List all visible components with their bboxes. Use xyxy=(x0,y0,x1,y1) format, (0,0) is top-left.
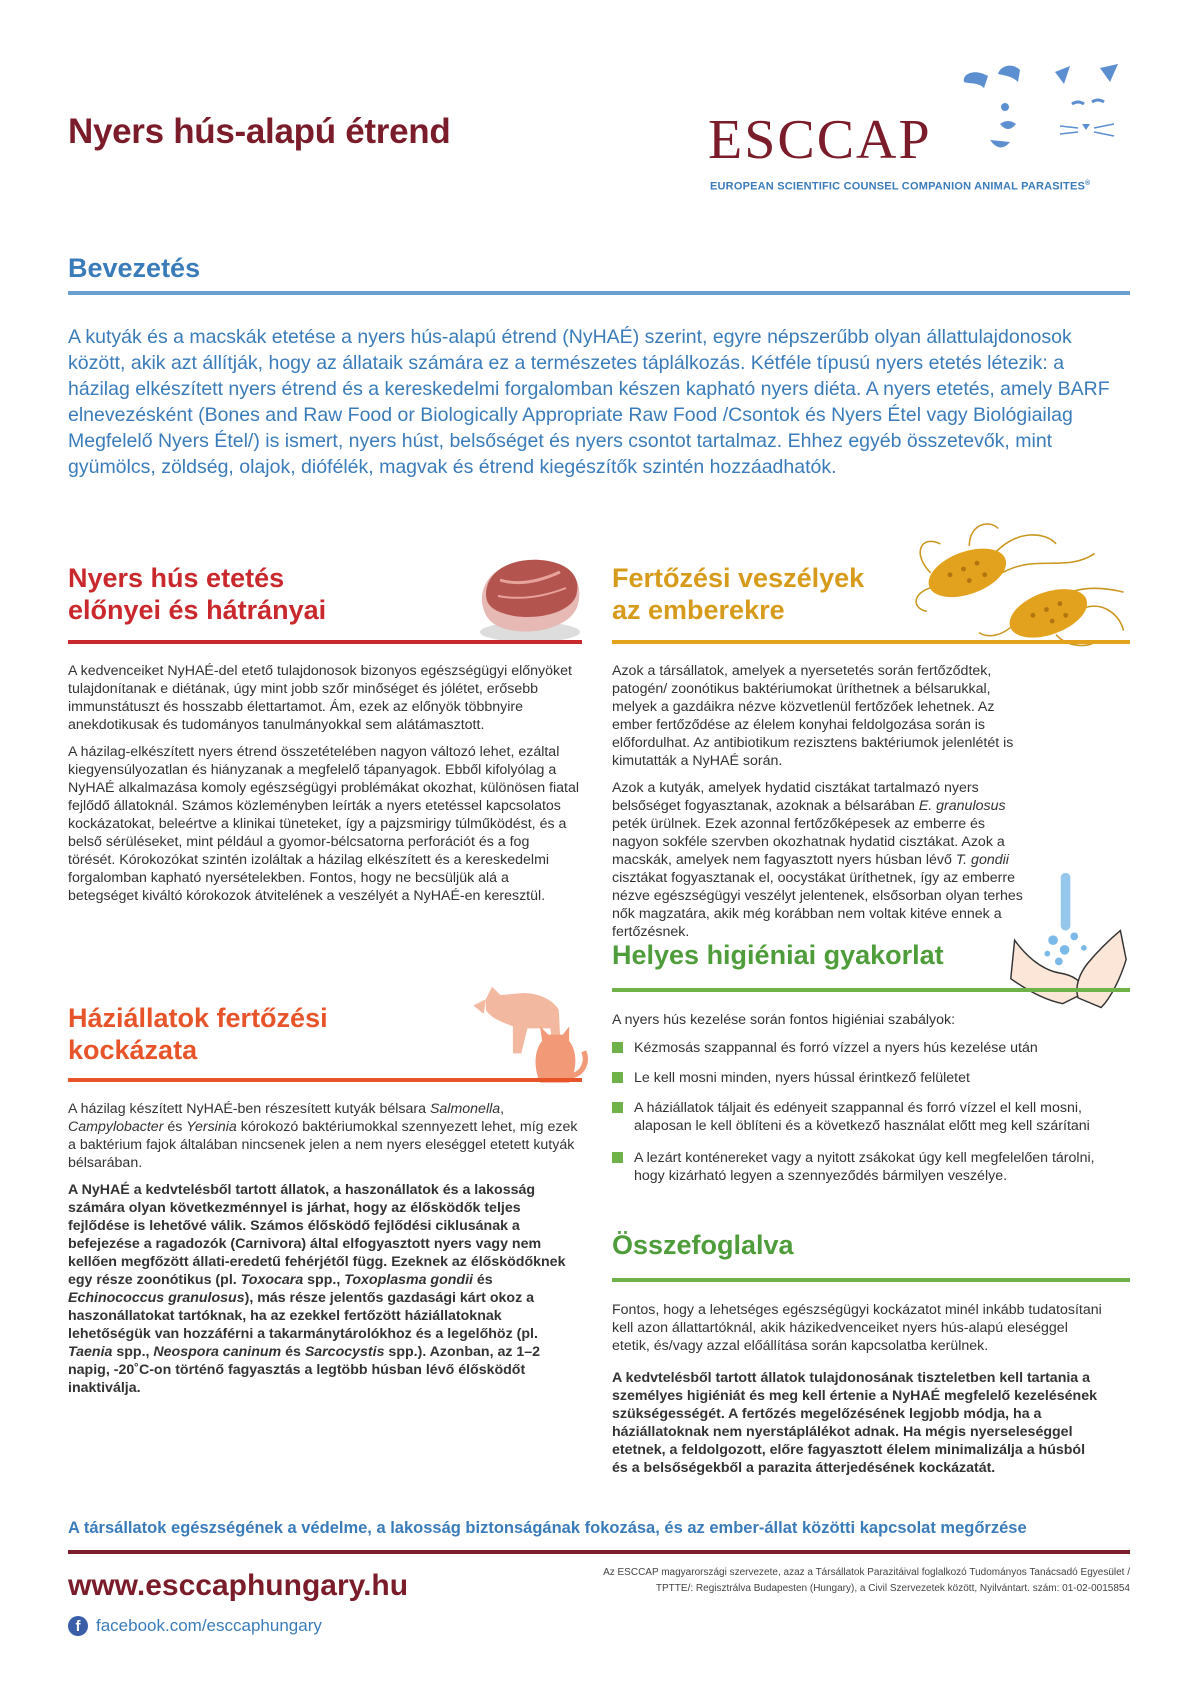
hygiene-divider xyxy=(612,988,1130,992)
pros-cons-body xyxy=(68,662,580,914)
human-risk-p2: Azok a kutyák, amelyek hydatid cisztákat tartalmazó nyers belsőséget fogyasztanak, azoknak a bélsarában E. granulosus peték ürülnek. Ezek azonnal fertőzőképesek az emberre és nagyon sokféle szervben okozhatnak hydatid cisztákat. Azok a macskák, amelyek nem fagyasztott nyers húsban lévő T. gondii cisztákat fogyasztanak el, oocystákat üríthetnek, így az emberre nézve egészségügyi veszélyt jelentenek, elsősorban olyan terhes nők magzatára, akik még korábban nem voltak kitéve ennek a fertőzésnek. xyxy=(612,780,1023,940)
bullet-square-icon xyxy=(612,1072,623,1083)
pros-cons-divider xyxy=(68,640,582,644)
pet-risk-heading: Háziállatok fertőzési kockázata xyxy=(68,1003,328,1065)
intro-heading: Bevezetés xyxy=(68,253,201,283)
human-risk-divider xyxy=(612,640,1130,644)
legal-notice: Az ESCCAP magyarországi szervezete, azaz a Társállatok Parazitáival foglalkozó Tudományos Tanácsadó Egyesület / TPTTE/: Regisztrálva Budapesten (Hungary), a Civil Szervezetek között, Nyilvántart. szám: 01-02-0015854 xyxy=(603,1567,1130,1594)
list-item: Le kell mosni minden, nyers hússal érintkező felületet xyxy=(612,1069,1112,1087)
summary-p1: Fontos, hogy a lehetséges egészségügyi kockázatot minél inkább tudatosítani kell azon állattartóknál, akik házikedvenceiket nyers hús-alapú eleséggel etetik, és/vagy azzal előállítása során kapcsolatba kerülnek. xyxy=(612,1302,1102,1354)
hygiene-body xyxy=(612,1011,1112,1197)
hygiene-intro: A nyers hús kezelése során fontos higiéniai szabályok: xyxy=(612,1012,956,1028)
summary-heading: Összefoglalva xyxy=(612,1230,794,1260)
page-title: Nyers hús-alapú étrend xyxy=(68,112,451,151)
bullet-square-icon xyxy=(612,1042,623,1053)
list-item: A lezárt konténereket vagy a nyitott zsákokat úgy kell megfelelően tárolni, hogy kizárható legyen a szennyeződés bármilyen veszélye. xyxy=(612,1149,1112,1185)
summary-body xyxy=(612,1301,1102,1486)
facebook-icon: f xyxy=(68,1616,88,1636)
website-link[interactable]: www.esccaphungary.hu xyxy=(68,1569,409,1602)
logo-subtitle: EUROPEAN SCIENTIFIC COUNSEL COMPANION ANIMAL PARASITES® xyxy=(710,180,1091,193)
list-item: Kézmosás szappannal és forró vízzel a nyers hús kezelése után xyxy=(612,1039,1112,1057)
facebook-link[interactable] xyxy=(68,1616,322,1636)
paw-cat-logo-icon xyxy=(960,62,1130,172)
pros-cons-p1: A kedvenceiket NyHAÉ-del etető tulajdonosok bizonyos egészségügyi előnyöket tulajdonítanak e diétának, úgy mint jobb szőr minőséget és jólétet, erősebb immunstátuszt és hosszabb élettartamot. Ám, ezek az előnyök többnyire anekdotikusak és tudományos tanulmányokkal sem alátámasztott. xyxy=(68,663,572,733)
list-item: A háziállatok táljait és edényeit szappannal és forró vízzel el kell mosni, alaposan le kell öblíteni és a következő használat előtt meg kell szárítani xyxy=(612,1099,1112,1135)
footer-tagline: A társállatok egészségének a védelme, a lakosság biztonságának fokozása, és az ember-állat közötti kapcsolat megőrzése xyxy=(68,1519,1027,1537)
washing-hands-icon xyxy=(1005,870,1130,1020)
bacteria-icon xyxy=(900,515,1135,650)
pet-risk-p1: A házilag készített NyHAÉ-ben részesített kutyák bélsara Salmonella, Campylobacter és Yersinia kórokozó baktériumokkal szennyezett lehet, míg ezek a baktérium fajok általában nincsenek jelen a nem nyers eleséggel etetett kutyák bélsarában. xyxy=(68,1101,578,1171)
pet-risk-body xyxy=(68,1100,580,1406)
hygiene-list xyxy=(612,1039,1112,1185)
hygiene-heading: Helyes higiéniai gyakorlat xyxy=(612,940,944,970)
summary-divider xyxy=(612,1278,1130,1282)
human-risk-heading: Fertőzési veszélyek az emberekre xyxy=(612,563,865,625)
summary-p2: A kedvtelésből tartott állatok tulajdonosának tiszteletben kell tartania a személyes higiéniát és meg kell értenie a NyHAÉ megfelelő kezelésének szükségességét. A fertőzés megelőzésének legjobb módja, ha a háziállatoknak nem nyerstáplálékot adnak. Ha mégis nyerseleséggel etetnek, a feldolgozott, előre fagyasztott élelem minimalizálja a húsból és a belsőségekből a parazita átterjedésének kockázatát. xyxy=(612,1370,1097,1476)
intro-divider xyxy=(68,291,1130,295)
bullet-square-icon xyxy=(612,1152,623,1163)
cat-dog-icon xyxy=(465,968,590,1093)
human-risk-body xyxy=(612,662,1032,950)
raw-meat-icon xyxy=(470,550,590,650)
pros-cons-p2: A házilag-elkészített nyers étrend összetételében nagyon változó lehet, ezáltal kiegyensúlyozatlan és hiányzanak a megfelelő tápanyagok. Ebből kifolyólag a NyHAÉ alkalmazása komoly egészségügyi problémákat okozhat, különösen fiatal fejlődő állatoknál. Számos közleményben leírták a nyers etetéssel kapcsolatos kockázatokat, beleértve a klinikai tüneteket, így a pajzsmirigy túlműködést, és a belső sérüléseket, mint például a gyomor-bélcsatorna perforációt és a fog törését. Kórokozókat szintén izoláltak a házilag elkészített és a kereskedelmi forgalomban kapható nyersételekben. Fontos, hogy ne becsüljük alá a betegséget kiváltó kórokozok átvitelének a veszélyét a NyHAÉ-en keresztül. xyxy=(68,744,580,904)
logo-wordmark: ESCCAP xyxy=(708,109,932,171)
facebook-label: facebook.com/esccaphungary xyxy=(96,1616,322,1635)
pros-cons-heading: Nyers hús etetés előnyei és hátrányai xyxy=(68,563,327,625)
bullet-square-icon xyxy=(612,1102,623,1113)
human-risk-p1: Azok a társállatok, amelyek a nyersetetés során fertőződtek, patogén/ zoonótikus baktériumokat üríthetnek a bélsarukkal, melyek a gazdáikra nézve közvetlenül fertőzőek lehetnek. Az ember fertőződése az élelem konyhai feldolgozása során is előfordulhat. Az antibiotikum rezisztens baktériumok jelenlétét is kimutatták a NyHAÉ során. xyxy=(612,663,1014,769)
pet-risk-p2: A NyHAÉ a kedvtelésből tartott állatok, a haszonállatok és a lakosság számára olyan következménnyel is járhat, hogy az élősködők teljes fejlődése is lehetővé válik. Számos élősködő fejlődési ciklusának a befejezése a ragadozók (Carnivora) által elfogyasztott nyers vagy nem kellően megfőzött állati-eredetű fehérjétől függ. Ezeknek az élősködőknek egy része zoonótikus (pl. Toxocara spp., Toxoplasma gondii és Echinococcus granulosus), más része jelentős gazdasági kárt okoz a haszonállatokat tartóknak, ha az ezekkel fertőzött háziállatoknak lehetőségük van hozzáférni a takarmánytárolókhoz és a legelőhöz (pl. Taenia spp., Neospora caninum és Sarcocystis spp.). Azonban, az 1–2 napig, -20˚C-on történő fagyasztás a legtöbb húsban lévő élősködőt inaktiválja. xyxy=(68,1182,566,1396)
intro-text: A kutyák és a macskák etetése a nyers hús-alapú étrend (NyHAÉ) szerint, egyre népszerűbb olyan állattulajdonosok között, akik azt állítják, hogy az állataik számára ez a természetes táplálkozás. Kétféle típusú nyers etetés létezik: a házilag elkészített nyers étrend és a kereskedelmi forgalomban készen kapható nyers diéta. A nyers etetés, amely BARF elnevezésként (Bones and Raw Food or Biologically Appropriate Raw Food /Csontok és Nyers Étel vagy Biológiailag Megfelelő Nyers Étel/) is ismert, nyers húst, belsőséget és nyers csontot tartalmaz. Ehhez egyéb összetevők, mint gyümölcs, zöldség, olajok, diófélék, magvak és étrend kiegészítők szintén hozzáadhatók. xyxy=(68,326,1110,478)
footer-divider xyxy=(68,1550,1130,1554)
pet-risk-divider xyxy=(68,1078,582,1082)
